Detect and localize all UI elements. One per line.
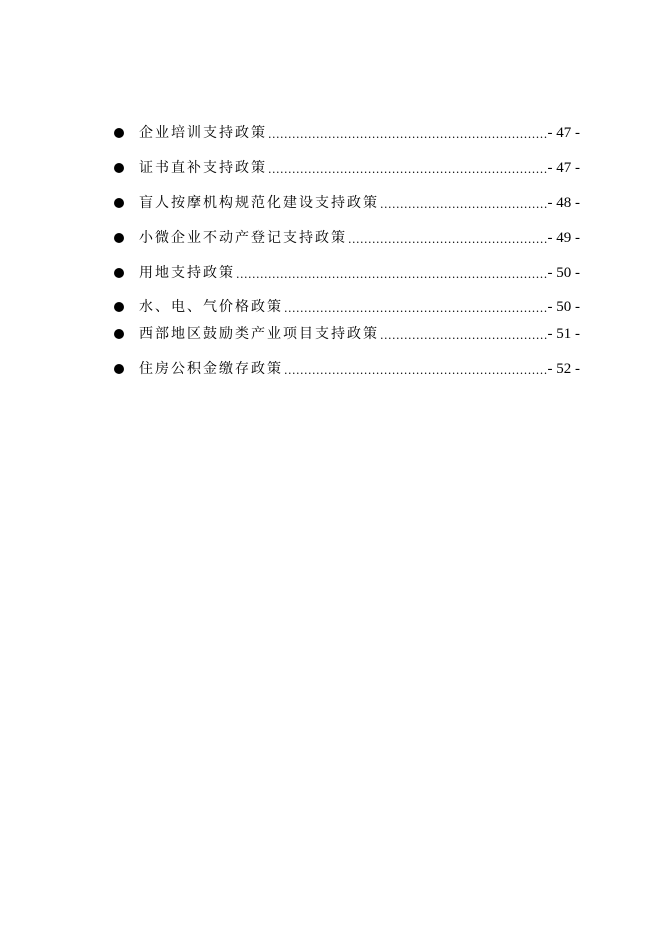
dot-leader — [268, 161, 547, 179]
toc-entry[interactable] — [112, 262, 580, 284]
bullet-icon — [114, 364, 124, 374]
toc-entry-title: 证书直补支持政策 — [139, 160, 267, 176]
toc-entry-title: 小微企业不动产登记支持政策 — [139, 230, 347, 246]
toc-entry-page: - 47 - — [547, 125, 580, 141]
bullet-icon — [114, 329, 124, 339]
toc-entry-page: - 50 - — [547, 265, 580, 281]
toc-entry[interactable] — [112, 192, 580, 214]
toc-entry[interactable] — [112, 122, 580, 144]
toc-entry[interactable] — [112, 227, 580, 249]
toc-entry-title: 企业培训支持政策 — [139, 125, 267, 141]
bullet-icon — [114, 163, 124, 173]
bullet-icon — [114, 128, 124, 138]
toc-entry[interactable] — [112, 157, 580, 179]
dot-leader — [380, 327, 547, 345]
bullet-icon — [114, 268, 124, 278]
toc-entry[interactable] — [112, 323, 580, 345]
toc-entry-title: 住房公积金缴存政策 — [139, 361, 283, 377]
toc-entry[interactable] — [112, 358, 580, 380]
toc-entry-page: - 47 - — [547, 160, 580, 176]
dot-leader — [268, 126, 547, 144]
dot-leader — [284, 362, 547, 380]
bullet-icon — [114, 198, 124, 208]
bullet-icon — [114, 302, 124, 312]
toc-entry-title: 用地支持政策 — [139, 265, 235, 281]
toc-entry[interactable] — [112, 296, 580, 318]
toc-entry-page: - 51 - — [547, 326, 580, 342]
toc-entry-title: 水、电、气价格政策 — [139, 299, 283, 315]
toc-entry-page: - 48 - — [547, 195, 580, 211]
toc-entry-title: 西部地区鼓励类产业项目支持政策 — [139, 326, 379, 342]
toc-entry-page: - 52 - — [547, 361, 580, 377]
dot-leader — [348, 231, 547, 249]
toc-entry-page: - 50 - — [547, 299, 580, 315]
dot-leader — [236, 266, 547, 284]
toc-entry-title: 盲人按摩机构规范化建设支持政策 — [139, 195, 379, 211]
bullet-icon — [114, 233, 124, 243]
dot-leader — [380, 196, 547, 214]
toc-entry-page: - 49 - — [547, 230, 580, 246]
dot-leader — [284, 300, 547, 318]
